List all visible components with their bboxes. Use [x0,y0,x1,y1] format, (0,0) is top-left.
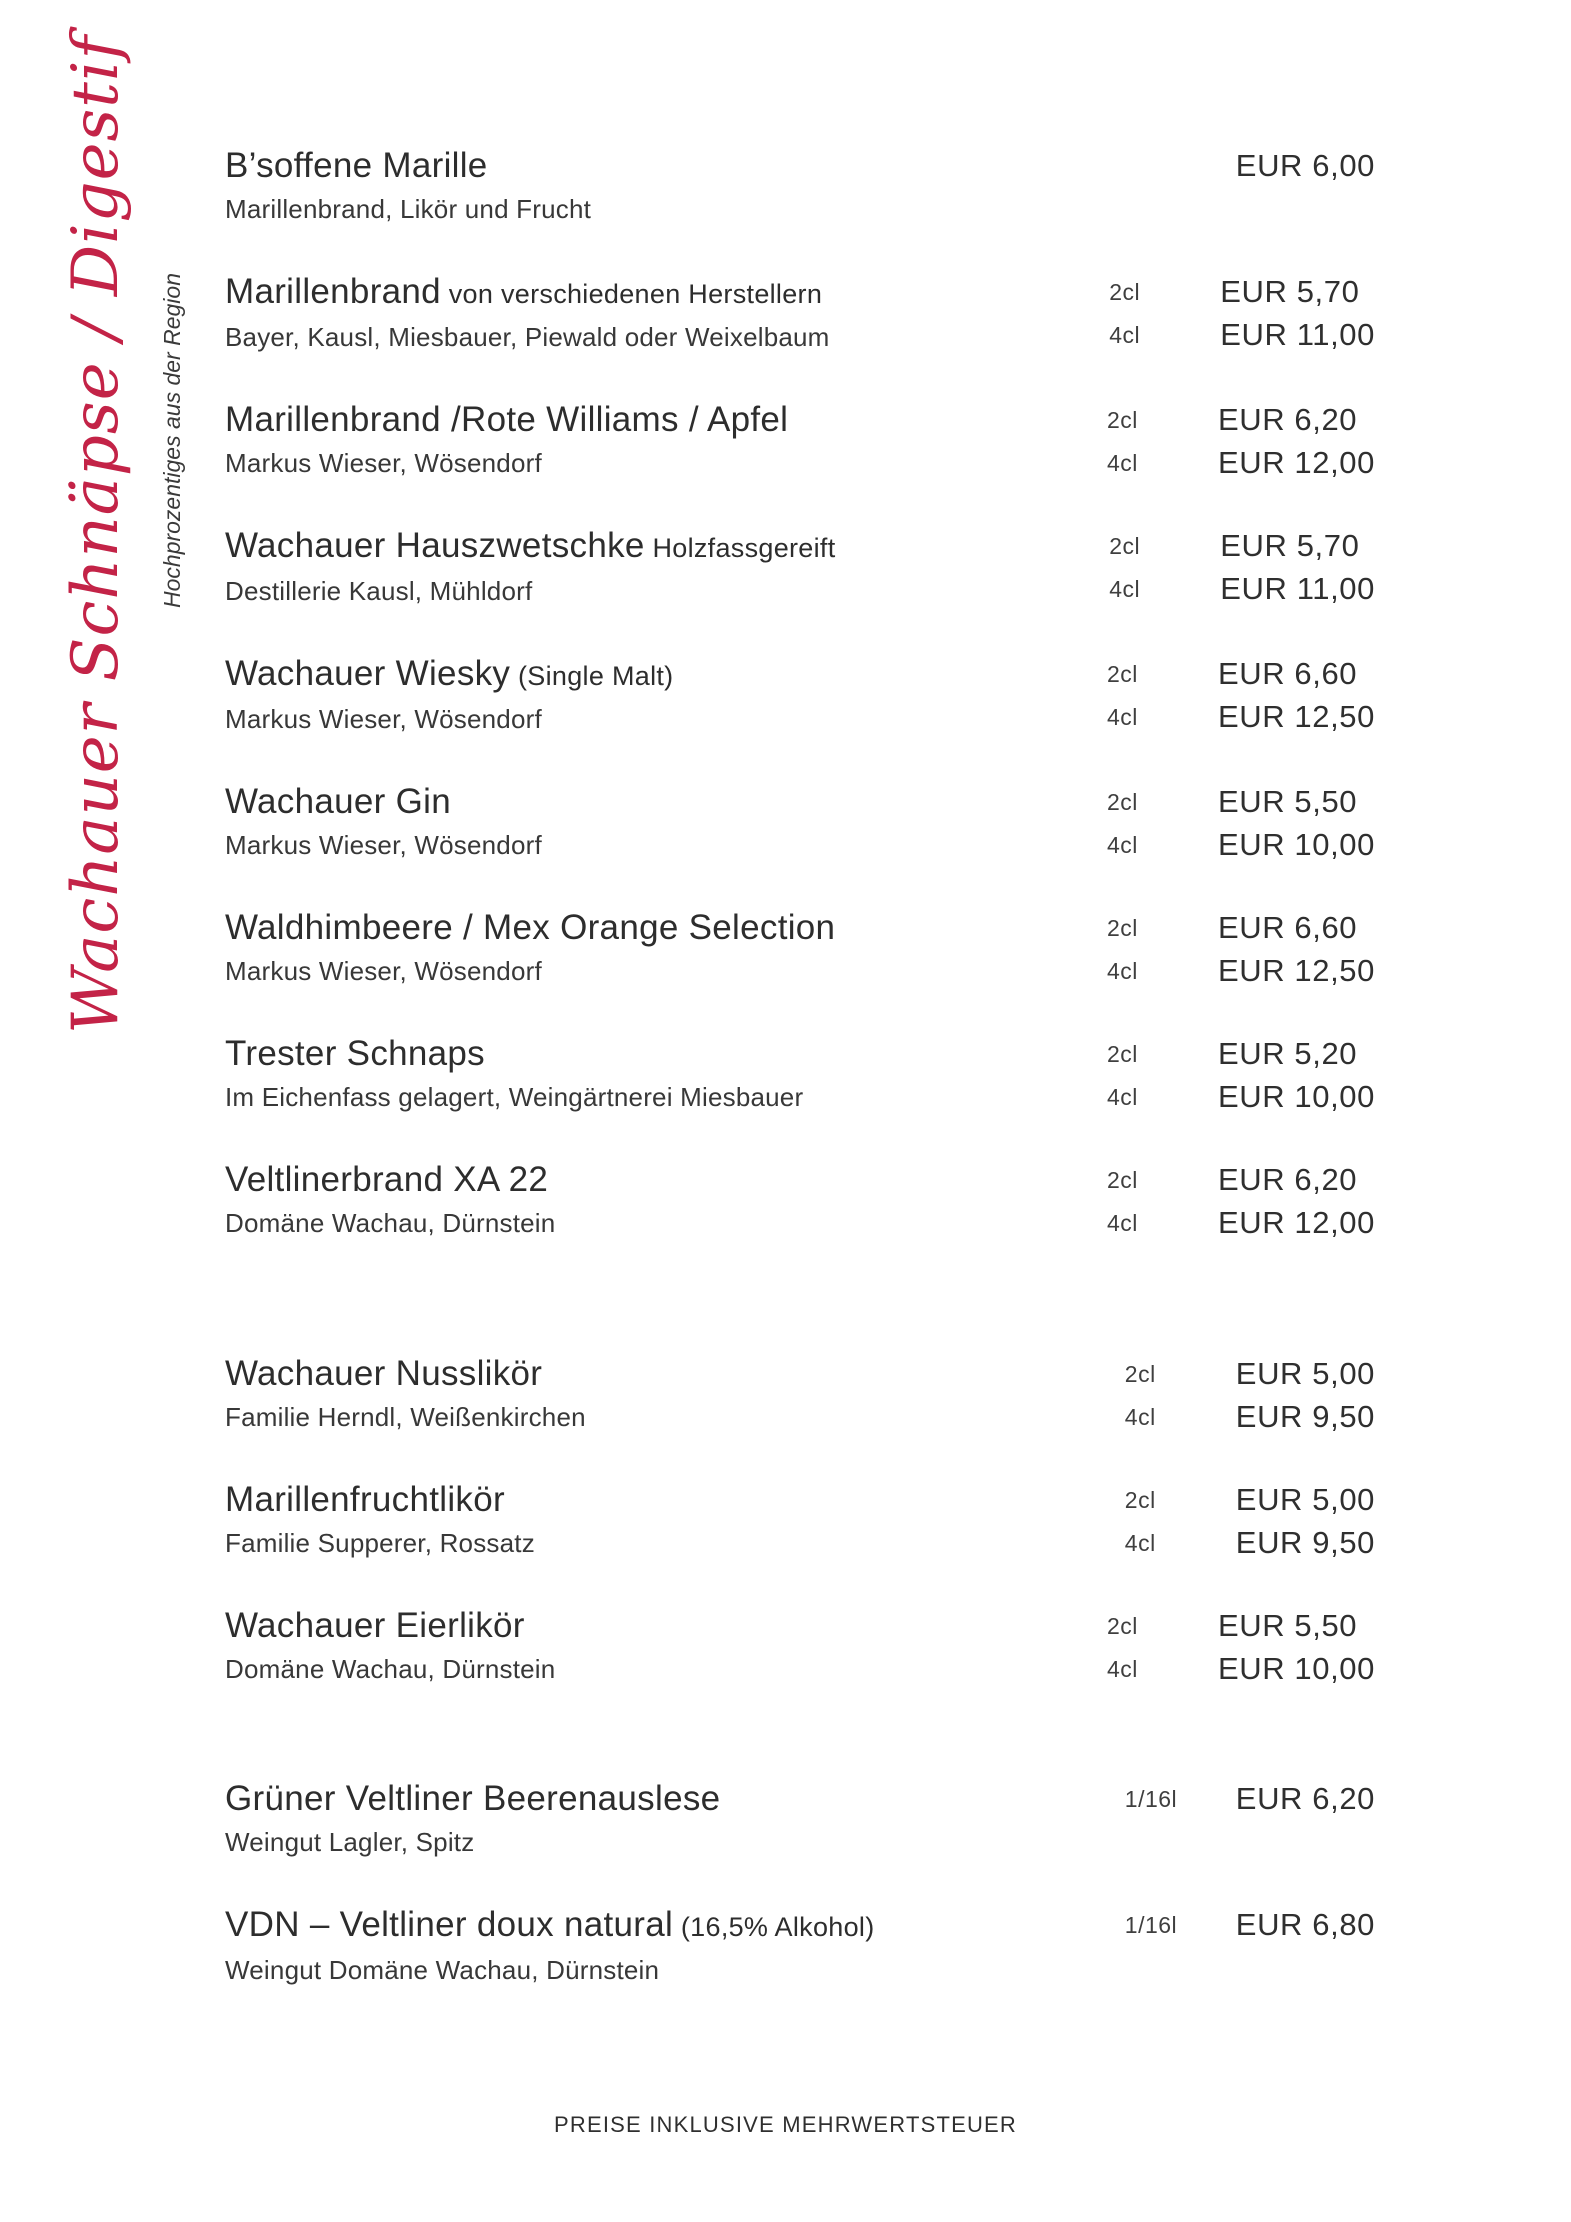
price: EUR 12,50 [1217,953,1375,988]
item-name-cell [225,1902,1125,1990]
price: EUR 10,00 [1217,1651,1375,1686]
item-producer: Markus Wieser, Wösendorf [225,704,542,734]
item-name: Wachauer Wiesky (Single Malt) [225,654,674,693]
item-name: Marillenbrand von verschiedenen Herstellern [225,272,823,311]
item-producer: Weingut Domäne Wachau, Dürnstein [225,1955,660,1985]
item-name: B’soffene Marille [225,146,488,185]
serving-size: 2cl [1106,1041,1138,1067]
menu-section [225,143,1375,1243]
menu-item [225,397,1375,483]
price-column [1218,1031,1375,1117]
serving-size: 2cl [1109,279,1141,305]
sidebar-script-title: Wachauer Schnäpse / Digestif [59,34,133,1034]
item-name-cell [225,1603,1107,1689]
price: EUR 11,00 [1220,317,1375,352]
serving-size: 4cl [1106,704,1138,730]
item-name: Wachauer Hauszwetschke Holzfassgereift [225,526,836,565]
menu-item [225,1477,1375,1563]
menu-item [225,1031,1375,1117]
serving-size: 4cl [1106,450,1138,476]
serving-size: 4cl [1106,1656,1138,1682]
serving-size: 2cl [1124,1487,1156,1513]
price-column [1218,1603,1375,1689]
menu-items [225,143,1375,1990]
price-column [1218,651,1375,739]
menu-item [225,651,1375,739]
price: EUR 12,50 [1217,699,1375,734]
item-name-cell [225,779,1107,865]
serving-size-column [1107,1031,1218,1117]
price: EUR 6,20 [1217,402,1358,437]
serving-size-column [1125,1902,1236,1990]
item-name: Wachauer Nusslikör [225,1354,543,1393]
sidebar-subtitle-box [150,213,194,608]
menu-item [225,269,1375,357]
item-name-cell [225,1157,1107,1243]
item-name-cell [225,1031,1107,1117]
item-name-suffix: Holzfassgereift [644,533,836,563]
serving-size: 2cl [1106,661,1138,687]
sidebar-subtitle: Hochprozentiges aus der Region [159,273,185,608]
item-name-cell [225,1776,1125,1862]
price: EUR 5,00 [1235,1356,1375,1391]
price: EUR 5,00 [1235,1482,1375,1517]
item-producer: Domäne Wachau, Dürnstein [225,1208,556,1238]
serving-size: 4cl [1106,1084,1138,1110]
price: EUR 5,50 [1217,1608,1358,1643]
serving-size: 1/16l [1124,1786,1178,1812]
price: EUR 9,50 [1235,1525,1375,1560]
price: EUR 6,80 [1235,1907,1375,1942]
item-name: VDN – Veltliner doux natural (16,5% Alkohol) [225,1905,875,1944]
price-column [1236,1902,1375,1990]
serving-size: 4cl [1106,958,1138,984]
price: EUR 10,00 [1217,827,1375,862]
price-column [1218,397,1375,483]
price: EUR 12,00 [1217,1205,1375,1240]
serving-size: 4cl [1106,1210,1138,1236]
menu-item [225,779,1375,865]
item-name: Veltlinerbrand XA 22 [225,1160,549,1199]
price-column [1220,269,1375,357]
serving-size: 2cl [1106,1613,1138,1639]
price: EUR 6,00 [1235,148,1375,183]
price: EUR 6,20 [1217,1162,1358,1197]
item-producer: Domäne Wachau, Dürnstein [225,1654,556,1684]
item-name-suffix: von verschiedenen Herstellern [440,279,823,309]
price: EUR 9,50 [1235,1399,1375,1434]
serving-size-column [1125,1477,1236,1563]
item-name-suffix: (Single Malt) [510,661,674,691]
item-producer: Markus Wieser, Wösendorf [225,956,542,986]
serving-size: 2cl [1124,1361,1156,1387]
item-name: Marillenbrand /Rote Williams / Apfel [225,400,789,439]
serving-size-column [1107,397,1218,483]
item-producer: Markus Wieser, Wösendorf [225,448,542,478]
price: EUR 5,50 [1217,784,1358,819]
item-producer: Im Eichenfass gelagert, Weingärtnerei Miesbauer [225,1082,804,1112]
item-name: Marillenfruchtlikör [225,1480,505,1519]
menu-item [225,1351,1375,1437]
serving-size-column [1125,143,1236,229]
item-name-cell [225,143,1125,229]
serving-size-column [1109,269,1220,357]
item-producer: Marillenbrand, Likör und Frucht [225,194,592,224]
serving-size: 4cl [1109,322,1141,348]
price-column [1236,1776,1375,1862]
price-column [1218,905,1375,991]
sidebar-title-box [26,34,166,1034]
serving-size: 2cl [1106,1167,1138,1193]
item-name-cell [225,905,1107,991]
menu-item [225,1603,1375,1689]
item-name: Trester Schnaps [225,1034,485,1073]
price: EUR 6,60 [1217,656,1358,691]
price: EUR 11,00 [1220,571,1375,606]
serving-size: 2cl [1106,789,1138,815]
serving-size: 4cl [1109,576,1141,602]
serving-size-column [1125,1776,1236,1862]
item-producer: Familie Supperer, Rossatz [225,1528,535,1558]
serving-size: 4cl [1106,832,1138,858]
item-producer: Familie Herndl, Weißenkirchen [225,1402,586,1432]
serving-size-column [1107,1603,1218,1689]
item-producer: Bayer, Kausl, Miesbauer, Piewald oder Weixelbaum [225,322,830,352]
menu-item [225,1902,1375,1990]
item-name-cell [225,651,1107,739]
item-name: Wachauer Eierlikör [225,1606,525,1645]
footer-note: PREISE INKLUSIVE MEHRWERTSTEUER [553,2112,1018,2137]
item-name-cell [225,269,1109,357]
item-producer: Destillerie Kausl, Mühldorf [225,576,533,606]
price: EUR 6,60 [1217,910,1358,945]
serving-size-column [1107,651,1218,739]
price: EUR 6,20 [1235,1781,1375,1816]
menu-item [225,905,1375,991]
serving-size-column [1107,905,1218,991]
item-producer: Markus Wieser, Wösendorf [225,830,542,860]
serving-size-column [1107,779,1218,865]
serving-size: 2cl [1109,533,1141,559]
item-name: Grüner Veltliner Beerenauslese [225,1779,721,1818]
item-name-cell [225,1477,1125,1563]
serving-size: 2cl [1106,915,1138,941]
serving-size-column [1107,1157,1218,1243]
serving-size: 4cl [1124,1404,1156,1430]
item-name-cell [225,397,1107,483]
price: EUR 12,00 [1217,445,1375,480]
item-producer: Weingut Lagler, Spitz [225,1827,475,1857]
price-column [1220,523,1375,611]
item-name-cell [225,523,1109,611]
serving-size: 1/16l [1124,1912,1178,1938]
menu-section [225,1776,1375,1990]
price-column [1218,779,1375,865]
price: EUR 5,70 [1220,274,1360,309]
price-column [1236,1351,1375,1437]
price-column [1236,143,1375,229]
menu-item [225,1157,1375,1243]
item-name-suffix: (16,5% Alkohol) [673,1912,875,1942]
price: EUR 5,70 [1220,528,1360,563]
price-column [1236,1477,1375,1563]
price: EUR 10,00 [1217,1079,1375,1114]
menu-item [225,523,1375,611]
menu-section [225,1351,1375,1689]
serving-size: 4cl [1124,1530,1156,1556]
price: EUR 5,20 [1217,1036,1358,1071]
item-name: Wachauer Gin [225,782,452,821]
item-name-cell [225,1351,1125,1437]
menu-item [225,1776,1375,1862]
item-name: Waldhimbeere / Mex Orange Selection [225,908,836,947]
menu-item [225,143,1375,229]
serving-size-column [1125,1351,1236,1437]
price-column [1218,1157,1375,1243]
serving-size: 2cl [1106,407,1138,433]
serving-size-column [1109,523,1220,611]
